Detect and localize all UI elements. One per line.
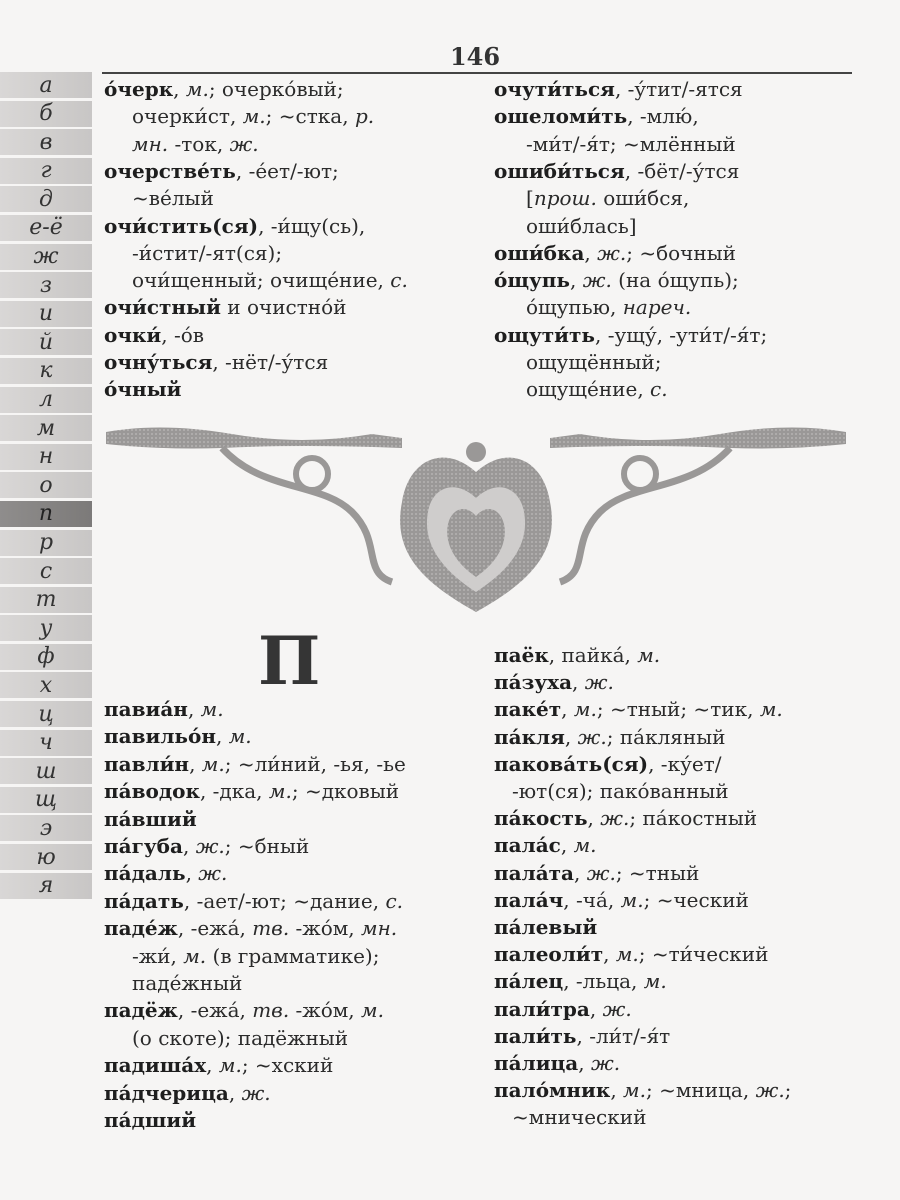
grammar-mark: ж. xyxy=(602,996,632,1021)
alphabet-tab-с[interactable]: с xyxy=(0,558,92,584)
grammar-mark: м. xyxy=(361,998,384,1023)
page-number: 146 xyxy=(449,42,501,71)
headword: падёж xyxy=(104,998,178,1023)
dictionary-entry: оши́бка, ж.; ~бочный xyxy=(494,240,736,265)
dictionary-entry: паёк, пайка́, м. xyxy=(494,643,661,667)
alphabet-tab-у[interactable]: у xyxy=(0,615,92,641)
headword: пали́ть xyxy=(494,1023,577,1048)
entry-continuation: оши́блась] xyxy=(526,213,637,238)
headword: очи́стить(ся) xyxy=(104,213,259,238)
alphabet-tab-ц[interactable]: ц xyxy=(0,701,92,727)
headword: очи́стный xyxy=(104,295,221,320)
dictionary-entry: падиша́х, м.; ~хский xyxy=(104,1053,334,1078)
headword: палеоли́т xyxy=(494,942,604,967)
alphabet-tab-ч[interactable]: ч xyxy=(0,730,92,756)
entry-continuation: [прош. оши́бся, xyxy=(526,186,690,211)
alphabet-tab-г[interactable]: г xyxy=(0,158,92,184)
grammar-mark: ж. xyxy=(229,131,259,156)
headword: павиа́н xyxy=(104,697,188,721)
headword: паде́ж xyxy=(104,916,178,941)
headword: па́вший xyxy=(104,806,197,831)
entry-continuation: (о скоте); падёжный xyxy=(132,1025,349,1050)
dictionary-entry: ошиби́ться, -бёт/-у́тся xyxy=(494,158,740,183)
alphabet-tab-ш[interactable]: ш xyxy=(0,758,92,784)
alphabet-index xyxy=(0,72,92,901)
dictionary-entry: очути́ться, -у́тит/-ятся xyxy=(494,77,743,101)
alphabet-tab-н[interactable]: н xyxy=(0,444,92,470)
grammar-mark: м. xyxy=(573,833,597,858)
entry-continuation: мн. -ток, ж. xyxy=(132,131,259,156)
alphabet-tab-щ[interactable]: щ xyxy=(0,787,92,813)
grammar-mark: ж. xyxy=(755,1078,785,1103)
grammar-mark: ж. xyxy=(597,240,627,265)
dictionary-entry: пала́ч, -ча́, м.; ~ческий xyxy=(494,887,749,912)
headword: пакова́ть(ся) xyxy=(494,751,649,776)
alphabet-tab-э[interactable]: э xyxy=(0,815,92,841)
grammar-mark: ж. xyxy=(586,860,616,885)
dictionary-entry: очну́ться, -нёт/-у́тся xyxy=(104,350,329,374)
headword: паёк xyxy=(494,643,549,667)
headword: па́левый xyxy=(494,915,598,939)
entry-continuation: ощущённый; xyxy=(526,350,662,374)
section-letter: П xyxy=(258,622,321,700)
headword: ошиби́ться xyxy=(494,158,625,183)
headword: пала́ч xyxy=(494,887,564,912)
alphabet-tab-д[interactable]: д xyxy=(0,186,92,212)
alphabet-tab-р[interactable]: р xyxy=(0,530,92,556)
grammar-mark: тв. xyxy=(252,916,290,941)
dictionary-entry: очи́стный и очистно́й xyxy=(104,295,347,320)
headword: падиша́х xyxy=(104,1053,207,1078)
headword: очки́ xyxy=(104,322,162,347)
headword: па́дчерица xyxy=(104,1080,229,1105)
dictionary-entry xyxy=(104,376,182,402)
entry-continuation: паде́жный xyxy=(132,971,243,995)
header-rule xyxy=(102,72,852,74)
headword: очути́ться xyxy=(494,77,615,101)
grammar-mark: м. xyxy=(573,697,597,722)
entry-continuation: ~ве́лый xyxy=(132,186,214,211)
dictionary-entry: па́лица, ж. xyxy=(494,1051,621,1075)
ornamental-divider xyxy=(102,412,850,622)
dictionary-entry: паде́ж, -ежа́, тв. -жо́м, мн. xyxy=(104,916,398,941)
grammar-mark: нареч. xyxy=(622,295,692,320)
grammar-mark: м. xyxy=(228,724,252,749)
dictionary-entry: павли́н, м.; ~ли́ний, -ья, -ье xyxy=(104,751,406,776)
grammar-mark: ж. xyxy=(591,1051,621,1075)
dictionary-entry: ошеломи́ть, -млю́, xyxy=(494,104,699,129)
grammar-mark: м. xyxy=(242,104,266,129)
headword: па́кость xyxy=(494,806,588,831)
headword: о́щупь xyxy=(494,268,570,293)
grammar-mark: м. xyxy=(759,697,783,722)
alphabet-tab-т[interactable]: т xyxy=(0,587,92,613)
alphabet-tab-з[interactable]: з xyxy=(0,272,92,298)
grammar-mark: ж. xyxy=(195,834,225,858)
grammar-mark: мн. xyxy=(361,916,398,941)
alphabet-tab-ж[interactable]: ж xyxy=(0,244,92,270)
headword: ощути́ть xyxy=(494,322,595,347)
dictionary-entry: па́кля, ж.; па́кляный xyxy=(494,724,726,749)
dictionary-entry: палеоли́т, м.; ~ти́ческий xyxy=(494,942,769,967)
headword: па́дать xyxy=(104,888,184,913)
entry-continuation: -жи́, м. (в грамматике); xyxy=(132,943,380,968)
entry-continuation: очерки́ст, м.; ~стка, р. xyxy=(132,104,375,129)
alphabet-tab-о[interactable]: о xyxy=(0,472,92,498)
grammar-mark: м. xyxy=(218,1053,242,1078)
dictionary-entry: па́зуха, ж. xyxy=(494,670,614,695)
grammar-mark: м. xyxy=(183,943,207,968)
alphabet-tab-п[interactable]: п xyxy=(0,501,92,527)
headword: пала́та xyxy=(494,860,575,885)
entry-continuation: ~мнический xyxy=(512,1105,647,1130)
grammar-mark: м. xyxy=(620,887,644,912)
headword: о́чный xyxy=(104,377,182,402)
dictionary-entry: па́дчерица, ж. xyxy=(104,1080,271,1105)
dictionary-entry: пало́мник, м.; ~мница, ж.; xyxy=(494,1078,792,1103)
alphabet-tab-ю[interactable]: ю xyxy=(0,844,92,870)
headword: павли́н xyxy=(104,751,190,776)
headword: па́даль xyxy=(104,861,186,886)
alphabet-tab-х[interactable]: х xyxy=(0,672,92,698)
dictionary-entry: павильо́н, м. xyxy=(104,724,252,749)
dictionary-entry: о́щупь, ж. (на о́щупь); xyxy=(494,268,739,293)
dictionary-entry: пала́та, ж.; ~тный xyxy=(494,860,700,885)
dictionary-entry: па́губа, ж.; ~бный xyxy=(104,834,310,858)
grammar-mark: м. xyxy=(623,1078,646,1103)
alphabet-tab-ф[interactable]: ф xyxy=(0,644,92,670)
headword: па́дший xyxy=(104,1108,197,1132)
dictionary-entry: пакова́ть(ся), -ку́ет/ xyxy=(494,751,722,776)
headword: па́водок xyxy=(104,779,200,804)
headword: па́зуха xyxy=(494,670,573,695)
dictionary-entry: па́даль, ж. xyxy=(104,861,228,886)
dictionary-entry: очки́, -о́в xyxy=(104,322,205,347)
dictionary-entry: паке́т, м.; ~тный; ~тик, м. xyxy=(494,697,783,722)
headword: паке́т xyxy=(494,697,562,722)
entry-continuation: о́щупью, нареч. xyxy=(526,295,692,320)
headword: пали́тра xyxy=(494,996,590,1021)
headword: па́губа xyxy=(104,834,183,858)
dictionary-entry: пали́ть, -ли́т/-я́т xyxy=(494,1023,671,1048)
grammar-mark: тв. xyxy=(252,998,290,1023)
alphabet-tab-в[interactable]: в xyxy=(0,129,92,155)
entry-continuation: ощуще́ние, с. xyxy=(526,377,668,402)
grammar-mark: прош. xyxy=(533,186,597,211)
grammar-mark: м. xyxy=(615,942,639,967)
headword: о́черк xyxy=(104,77,174,101)
grammar-mark: м. xyxy=(637,643,661,667)
dictionary-entry: о́черк, м.; очерко́вый; xyxy=(104,77,344,101)
grammar-mark: ж. xyxy=(600,806,630,831)
grammar-mark: м. xyxy=(201,751,225,776)
alphabet-tab-я[interactable]: я xyxy=(0,873,92,899)
headword: пало́мник xyxy=(494,1078,611,1103)
grammar-mark: мн. xyxy=(132,131,169,156)
grammar-mark: м. xyxy=(185,77,209,101)
alphabet-tab-к[interactable]: к xyxy=(0,358,92,384)
dictionary-entry xyxy=(104,806,197,832)
entry-continuation: -и́стит/-ят(ся); xyxy=(132,240,283,265)
headword: ошеломи́ть xyxy=(494,104,628,129)
alphabet-tab-м[interactable]: м xyxy=(0,415,92,441)
grammar-mark: ж. xyxy=(577,724,607,749)
dictionary-entry: па́дать, -ает/-ют; ~дание, с. xyxy=(104,888,403,913)
headword: па́кля xyxy=(494,724,565,749)
grammar-mark: м. xyxy=(643,969,667,994)
entry-continuation: очи́щенный; очище́ние, с. xyxy=(132,268,408,293)
alphabet-tab-е-ё[interactable]: е-ё xyxy=(0,215,92,241)
dictionary-entry: ощути́ть, -ущу́, -ути́т/-я́т; xyxy=(494,322,768,347)
headword: очерстве́ть xyxy=(104,158,236,183)
entry-continuation: -ми́т/-я́т; ~млённый xyxy=(526,131,736,156)
alphabet-tab-л[interactable]: л xyxy=(0,387,92,413)
grammar-mark: м. xyxy=(200,697,224,721)
grammar-mark: с. xyxy=(385,888,403,913)
headword: па́лица xyxy=(494,1051,579,1075)
grammar-mark: м. xyxy=(268,779,292,804)
dictionary-entry: павиа́н, м. xyxy=(104,697,224,721)
grammar-mark: ж. xyxy=(584,670,614,695)
dictionary-entry: па́водок, -дка, м.; ~дковый xyxy=(104,779,400,804)
alphabet-tab-й[interactable]: й xyxy=(0,329,92,355)
headword: павильо́н xyxy=(104,724,216,749)
headword: очну́ться xyxy=(104,350,213,374)
alphabet-tab-б[interactable]: б xyxy=(0,101,92,127)
alphabet-tab-а[interactable]: а xyxy=(0,72,92,98)
dictionary-entry: падёж, -ежа́, тв. -жо́м, м. xyxy=(104,998,384,1023)
headword: пала́с xyxy=(494,833,561,858)
entry-continuation: -ют(ся); пако́ванный xyxy=(512,779,729,803)
dictionary-entry: пала́с, м. xyxy=(494,833,597,858)
grammar-mark: ж. xyxy=(198,861,228,886)
dictionary-entry xyxy=(104,1107,196,1133)
alphabet-tab-и[interactable]: и xyxy=(0,301,92,327)
grammar-mark: р. xyxy=(354,104,375,129)
headword: па́лец xyxy=(494,969,564,994)
grammar-mark: ж. xyxy=(241,1080,271,1105)
dictionary-entry xyxy=(494,914,597,940)
dictionary-entry: пали́тра, ж. xyxy=(494,996,632,1021)
grammar-mark: ж. xyxy=(582,268,612,293)
grammar-mark: с. xyxy=(390,268,408,293)
grammar-mark: с. xyxy=(650,377,668,402)
dictionary-entry: очерстве́ть, -е́ет/-ют; xyxy=(104,158,339,183)
dictionary-entry: па́лец, -льца, м. xyxy=(494,969,667,994)
headword: оши́бка xyxy=(494,240,585,265)
dictionary-entry: очи́стить(ся), -и́щу(сь), xyxy=(104,213,366,238)
dictionary-entry: па́кость, ж.; па́костный xyxy=(494,806,758,831)
